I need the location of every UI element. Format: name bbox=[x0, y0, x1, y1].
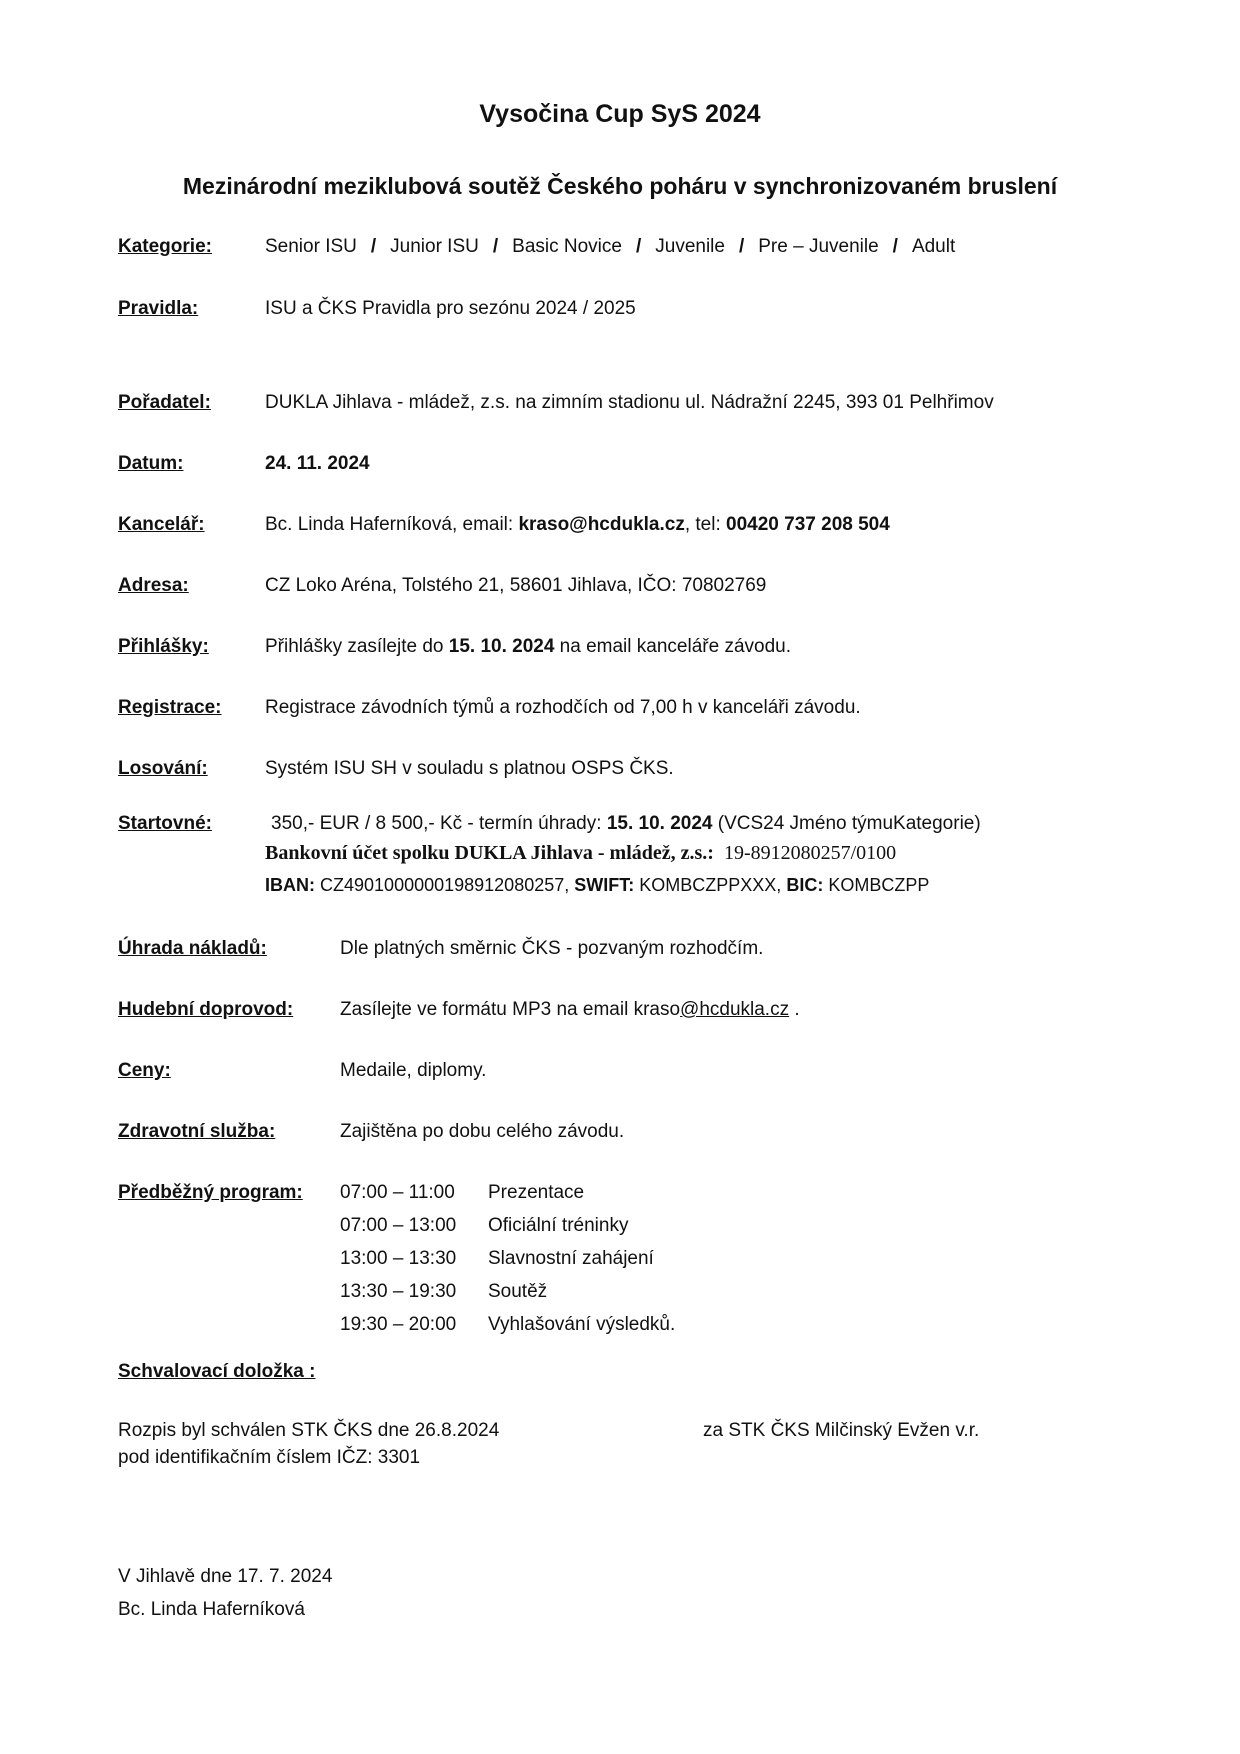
startovne-date: 15. 10. 2024 bbox=[606, 813, 713, 834]
losovani-label: Losování: bbox=[118, 758, 208, 779]
losovani-value: Systém ISU SH v souladu s platnou OSPS ČKS. bbox=[265, 758, 674, 779]
program-time: 13:30 – 19:30 bbox=[340, 1281, 457, 1302]
poradatel-value: DUKLA Jihlava - mládež, z.s. na zimním stadionu ul. Nádražní 2245, 393 01 Pelhřimov bbox=[265, 392, 994, 413]
program-desc: Prezentace bbox=[488, 1182, 585, 1203]
prihlasky-label: Přihlášky: bbox=[118, 636, 209, 657]
program-desc: Soutěž bbox=[488, 1281, 548, 1302]
swift-value: KOMBCZPPXXX, bbox=[639, 875, 782, 895]
ceny-label: Ceny: bbox=[118, 1060, 171, 1081]
swift-label: SWIFT: bbox=[574, 875, 635, 895]
program-label: Předběžný program: bbox=[118, 1182, 303, 1203]
datum-value: 24. 11. 2024 bbox=[265, 453, 370, 474]
program-desc: Vyhlašování výsledků. bbox=[488, 1314, 676, 1335]
kategorie-separator: / bbox=[738, 236, 745, 257]
program-desc: Slavnostní zahájení bbox=[488, 1248, 654, 1269]
bank-label: Bankovní účet spolku DUKLA Jihlava - mládež, z.s.: bbox=[265, 842, 714, 864]
kategorie-item: Junior ISU bbox=[390, 236, 479, 257]
schvalovaci-line1: Rozpis byl schválen STK ČKS dne 26.8.2024 bbox=[118, 1420, 500, 1441]
hudebni-prefix: Zasílejte ve formátu MP3 na email kraso bbox=[340, 999, 681, 1020]
schvalovaci-label: Schvalovací doložka : bbox=[118, 1361, 316, 1382]
program-time: 13:00 – 13:30 bbox=[340, 1248, 457, 1269]
kategorie-separator: / bbox=[892, 236, 898, 257]
kategorie-separator: / bbox=[635, 236, 642, 257]
kategorie-item: Basic Novice bbox=[512, 236, 622, 257]
kategorie-separator: / bbox=[492, 236, 499, 257]
kancelar-label: Kancelář: bbox=[118, 514, 205, 535]
kancelar-tel: 00420 737 208 504 bbox=[726, 514, 890, 535]
kategorie-label: Kategorie: bbox=[118, 236, 212, 257]
iban-label: IBAN: bbox=[265, 875, 315, 895]
program-time: 19:30 – 20:00 bbox=[340, 1314, 457, 1335]
program-desc: Oficiální tréninky bbox=[488, 1215, 629, 1236]
registrace-label: Registrace: bbox=[118, 697, 222, 718]
document-title: Vysočina Cup SyS 2024 bbox=[479, 100, 761, 128]
schvalovaci-signature: za STK ČKS Milčinský Evžen v.r. bbox=[703, 1420, 980, 1441]
kancelar-prefix: Bc. Linda Haferníková, email: bbox=[265, 514, 519, 535]
kategorie-item: Juvenile bbox=[655, 236, 725, 257]
program-time: 07:00 – 13:00 bbox=[340, 1215, 457, 1236]
hudebni-value bbox=[340, 999, 800, 1021]
bic-label: BIC: bbox=[786, 875, 824, 895]
prihlasky-suffix: na email kanceláře závodu. bbox=[554, 636, 791, 657]
bank-account-line bbox=[265, 842, 896, 865]
prihlasky-date: 15. 10. 2024 bbox=[448, 636, 555, 657]
iban-line bbox=[265, 875, 929, 896]
hudebni-label: Hudební doprovod: bbox=[118, 999, 294, 1020]
zdravotni-value: Zajištěna po dobu celého závodu. bbox=[340, 1121, 625, 1142]
adresa-value: CZ Loko Aréna, Tolstého 21, 58601 Jihlava, IČO: 70802769 bbox=[265, 575, 767, 596]
uhrada-value: Dle platných směrnic ČKS - pozvaným rozhodčím. bbox=[340, 938, 764, 959]
kancelar-tel-label: , tel: bbox=[684, 514, 727, 535]
startovne-label: Startovné: bbox=[118, 813, 212, 834]
registrace-value: Registrace závodních týmů a rozhodčích od 7,00 h v kanceláři závodu. bbox=[265, 697, 861, 718]
iban-value: CZ4901000000198912080257, bbox=[320, 875, 570, 895]
kancelar-email[interactable]: kraso@hcdukla.cz bbox=[518, 514, 685, 535]
kategorie-separator: / bbox=[370, 236, 377, 257]
poradatel-label: Pořadatel: bbox=[118, 392, 211, 413]
bic-value: KOMBCZPP bbox=[828, 875, 930, 895]
schvalovaci-line2: pod identifikačním číslem IČZ: 3301 bbox=[118, 1447, 421, 1468]
datum-label: Datum: bbox=[118, 453, 184, 474]
adresa-label: Adresa: bbox=[118, 575, 189, 596]
kategorie-item: Senior ISU bbox=[265, 236, 357, 257]
prihlasky-value bbox=[265, 636, 791, 658]
hudebni-suffix: . bbox=[789, 999, 800, 1020]
ceny-value: Medaile, diplomy. bbox=[340, 1060, 487, 1081]
zdravotni-label: Zdravotní služba: bbox=[118, 1121, 276, 1142]
pravidla-value: ISU a ČKS Pravidla pro sezónu 2024 / 2025 bbox=[265, 298, 636, 319]
uhrada-label: Úhrada nákladů: bbox=[118, 938, 267, 959]
program-time: 07:00 – 11:00 bbox=[340, 1182, 455, 1203]
startovne-prefix: 350,- EUR / 8 500,- Kč - termín úhrady: bbox=[271, 813, 607, 834]
startovne-suffix: (VCS24 Jméno týmuKategorie) bbox=[712, 813, 981, 834]
kategorie-list bbox=[265, 236, 955, 258]
startovne-value bbox=[271, 813, 981, 835]
footer-place-date: V Jihlavě dne 17. 7. 2024 bbox=[118, 1566, 333, 1587]
bank-account: 19-8912080257/0100 bbox=[723, 842, 897, 864]
document-subtitle: Mezinárodní meziklubová soutěž Českého poháru v synchronizovaném bruslení bbox=[182, 173, 1058, 199]
hudebni-email-link[interactable]: @hcdukla.cz bbox=[680, 999, 790, 1020]
kategorie-item: Pre – Juvenile bbox=[758, 236, 879, 257]
kancelar-value bbox=[265, 514, 890, 536]
prihlasky-prefix: Přihlášky zasílejte do bbox=[265, 636, 449, 657]
pravidla-label: Pravidla: bbox=[118, 298, 199, 319]
kategorie-item: Adult bbox=[911, 236, 956, 257]
footer-name: Bc. Linda Haferníková bbox=[118, 1599, 305, 1620]
